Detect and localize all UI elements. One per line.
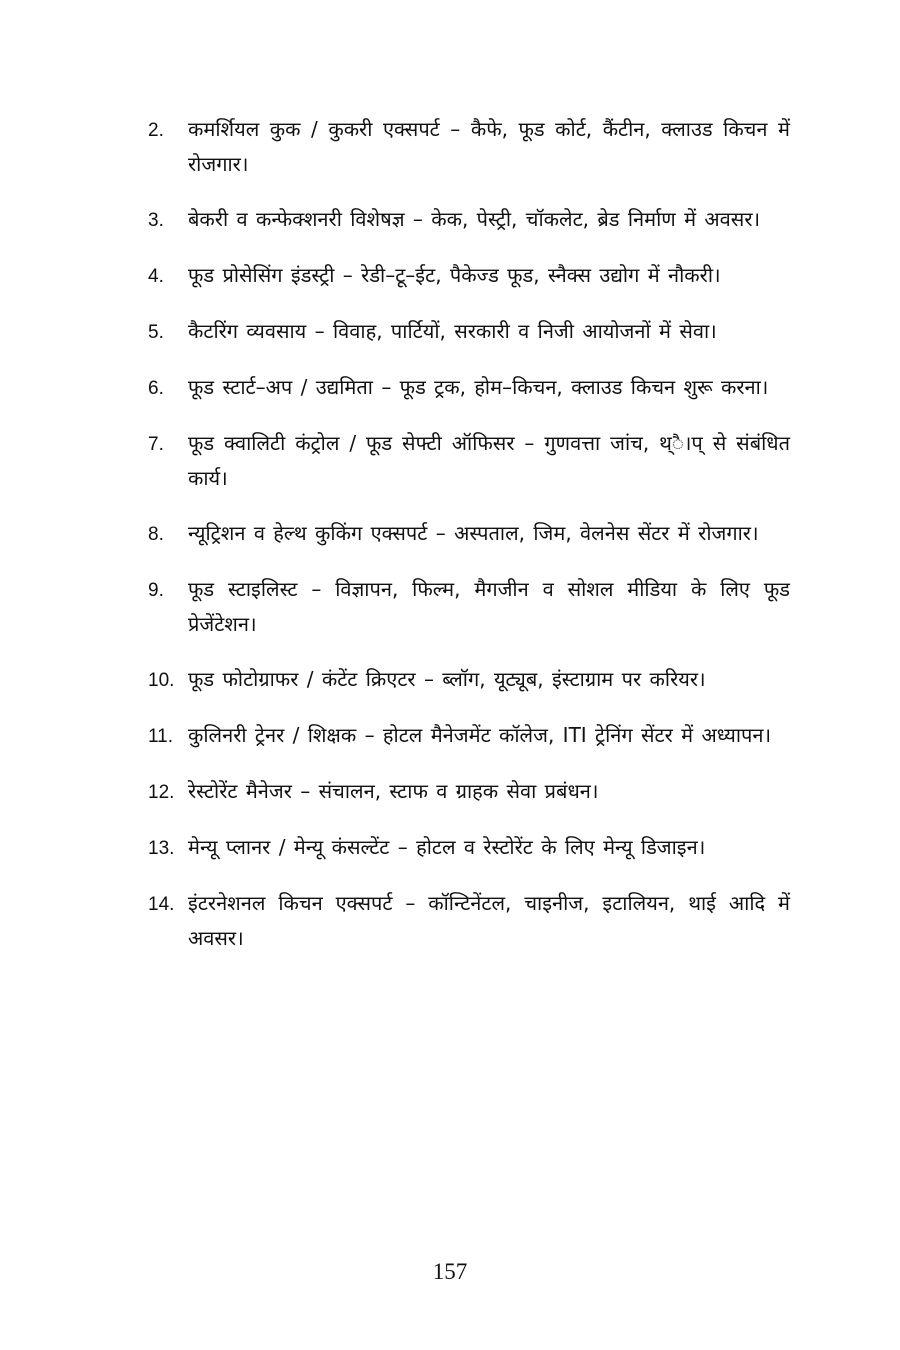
item-text: न्यूट्रिशन व हेल्थ कुकिंग एक्सपर्ट – अस्पताल, जिम, वेलनेस सेंटर में रोजगार। xyxy=(188,521,759,545)
item-text: कमर्शियल कुक / कुकरी एक्सपर्ट – कैफे, फूड कोर्ट, कैंटीन, क्लाउड किचन में रोजगार। xyxy=(188,117,790,176)
page-number: 157 xyxy=(432,1259,468,1284)
list-item xyxy=(148,662,790,698)
item-text: रेस्टोरेंट मैनेजर – संचालन, स्टाफ व ग्राहक सेवा प्रबंधन। xyxy=(188,779,599,803)
item-number: 13. xyxy=(148,838,175,859)
list-item xyxy=(148,314,790,350)
item-number: 10. xyxy=(148,670,175,691)
item-text: फूड क्वालिटी कंट्रोल / फूड सेफ्टी ऑफिसर – गुणवत्ता जांच, थ्ै।प् से संबंधित कार्य। xyxy=(188,431,790,490)
career-options-list xyxy=(148,112,790,976)
item-number: 12. xyxy=(148,782,175,803)
list-item xyxy=(148,202,790,238)
item-text: फूड स्टार्ट–अप / उद्यमिता – फूड ट्रक, होम–किचन, क्लाउड किचन शुरू करना। xyxy=(188,375,769,399)
list-item xyxy=(148,370,790,406)
list-item xyxy=(148,426,790,496)
item-number: 11. xyxy=(148,726,174,747)
item-number: 14. xyxy=(148,894,175,915)
list-item xyxy=(148,718,790,754)
item-number: 5. xyxy=(148,322,164,343)
item-text: फूड स्टाइलिस्ट – विज्ञापन, फिल्म, मैगजीन व सोशल मीडिया के लिए फूड प्रेजेंटेशन। xyxy=(188,577,790,636)
item-text: मेन्यू प्लानर / मेन्यू कंसल्टेंट – होटल व रेस्टोरेंट के लिए मेन्यू डिजाइन। xyxy=(188,835,706,859)
list-item xyxy=(148,774,790,810)
item-number: 2. xyxy=(148,120,164,141)
item-text: बेकरी व कन्फेक्शनरी विशेषज्ञ – केक, पेस्ट्री, चॉकलेट, ब्रेड निर्माण में अवसर। xyxy=(188,207,761,231)
item-text: कैटरिंग व्यवसाय – विवाह, पार्टियों, सरकारी व निजी आयोजनों में सेवा। xyxy=(188,319,717,343)
item-text: कुलिनरी ट्रेनर / शिक्षक – होटल मैनेजमेंट कॉलेज, ITI ट्रेनिंग सेंटर में अध्यापन। xyxy=(188,723,772,747)
list-item xyxy=(148,112,790,182)
list-item xyxy=(148,572,790,642)
item-number: 8. xyxy=(148,524,164,545)
list-item xyxy=(148,886,790,956)
item-number: 4. xyxy=(148,266,164,287)
item-number: 3. xyxy=(148,210,164,231)
list-item xyxy=(148,258,790,294)
list-item xyxy=(148,830,790,866)
item-text: फूड प्रोसेसिंग इंडस्ट्री – रेडी–टू–ईट, पैकेज्ड फूड, स्नैक्स उद्योग में नौकरी। xyxy=(188,263,721,287)
item-text: इंटरनेशनल किचन एक्सपर्ट – कॉन्टिनेंटल, चाइनीज, इटालियन, थाई आदि में अवसर। xyxy=(188,891,790,950)
item-number: 6. xyxy=(148,378,164,399)
list-item xyxy=(148,516,790,552)
item-number: 9. xyxy=(148,580,164,601)
item-text: फूड फोटोग्राफर / कंटेंट क्रिएटर – ब्लॉग, यूट्यूब, इंस्टाग्राम पर करियर। xyxy=(188,667,706,691)
item-number: 7. xyxy=(148,434,164,455)
